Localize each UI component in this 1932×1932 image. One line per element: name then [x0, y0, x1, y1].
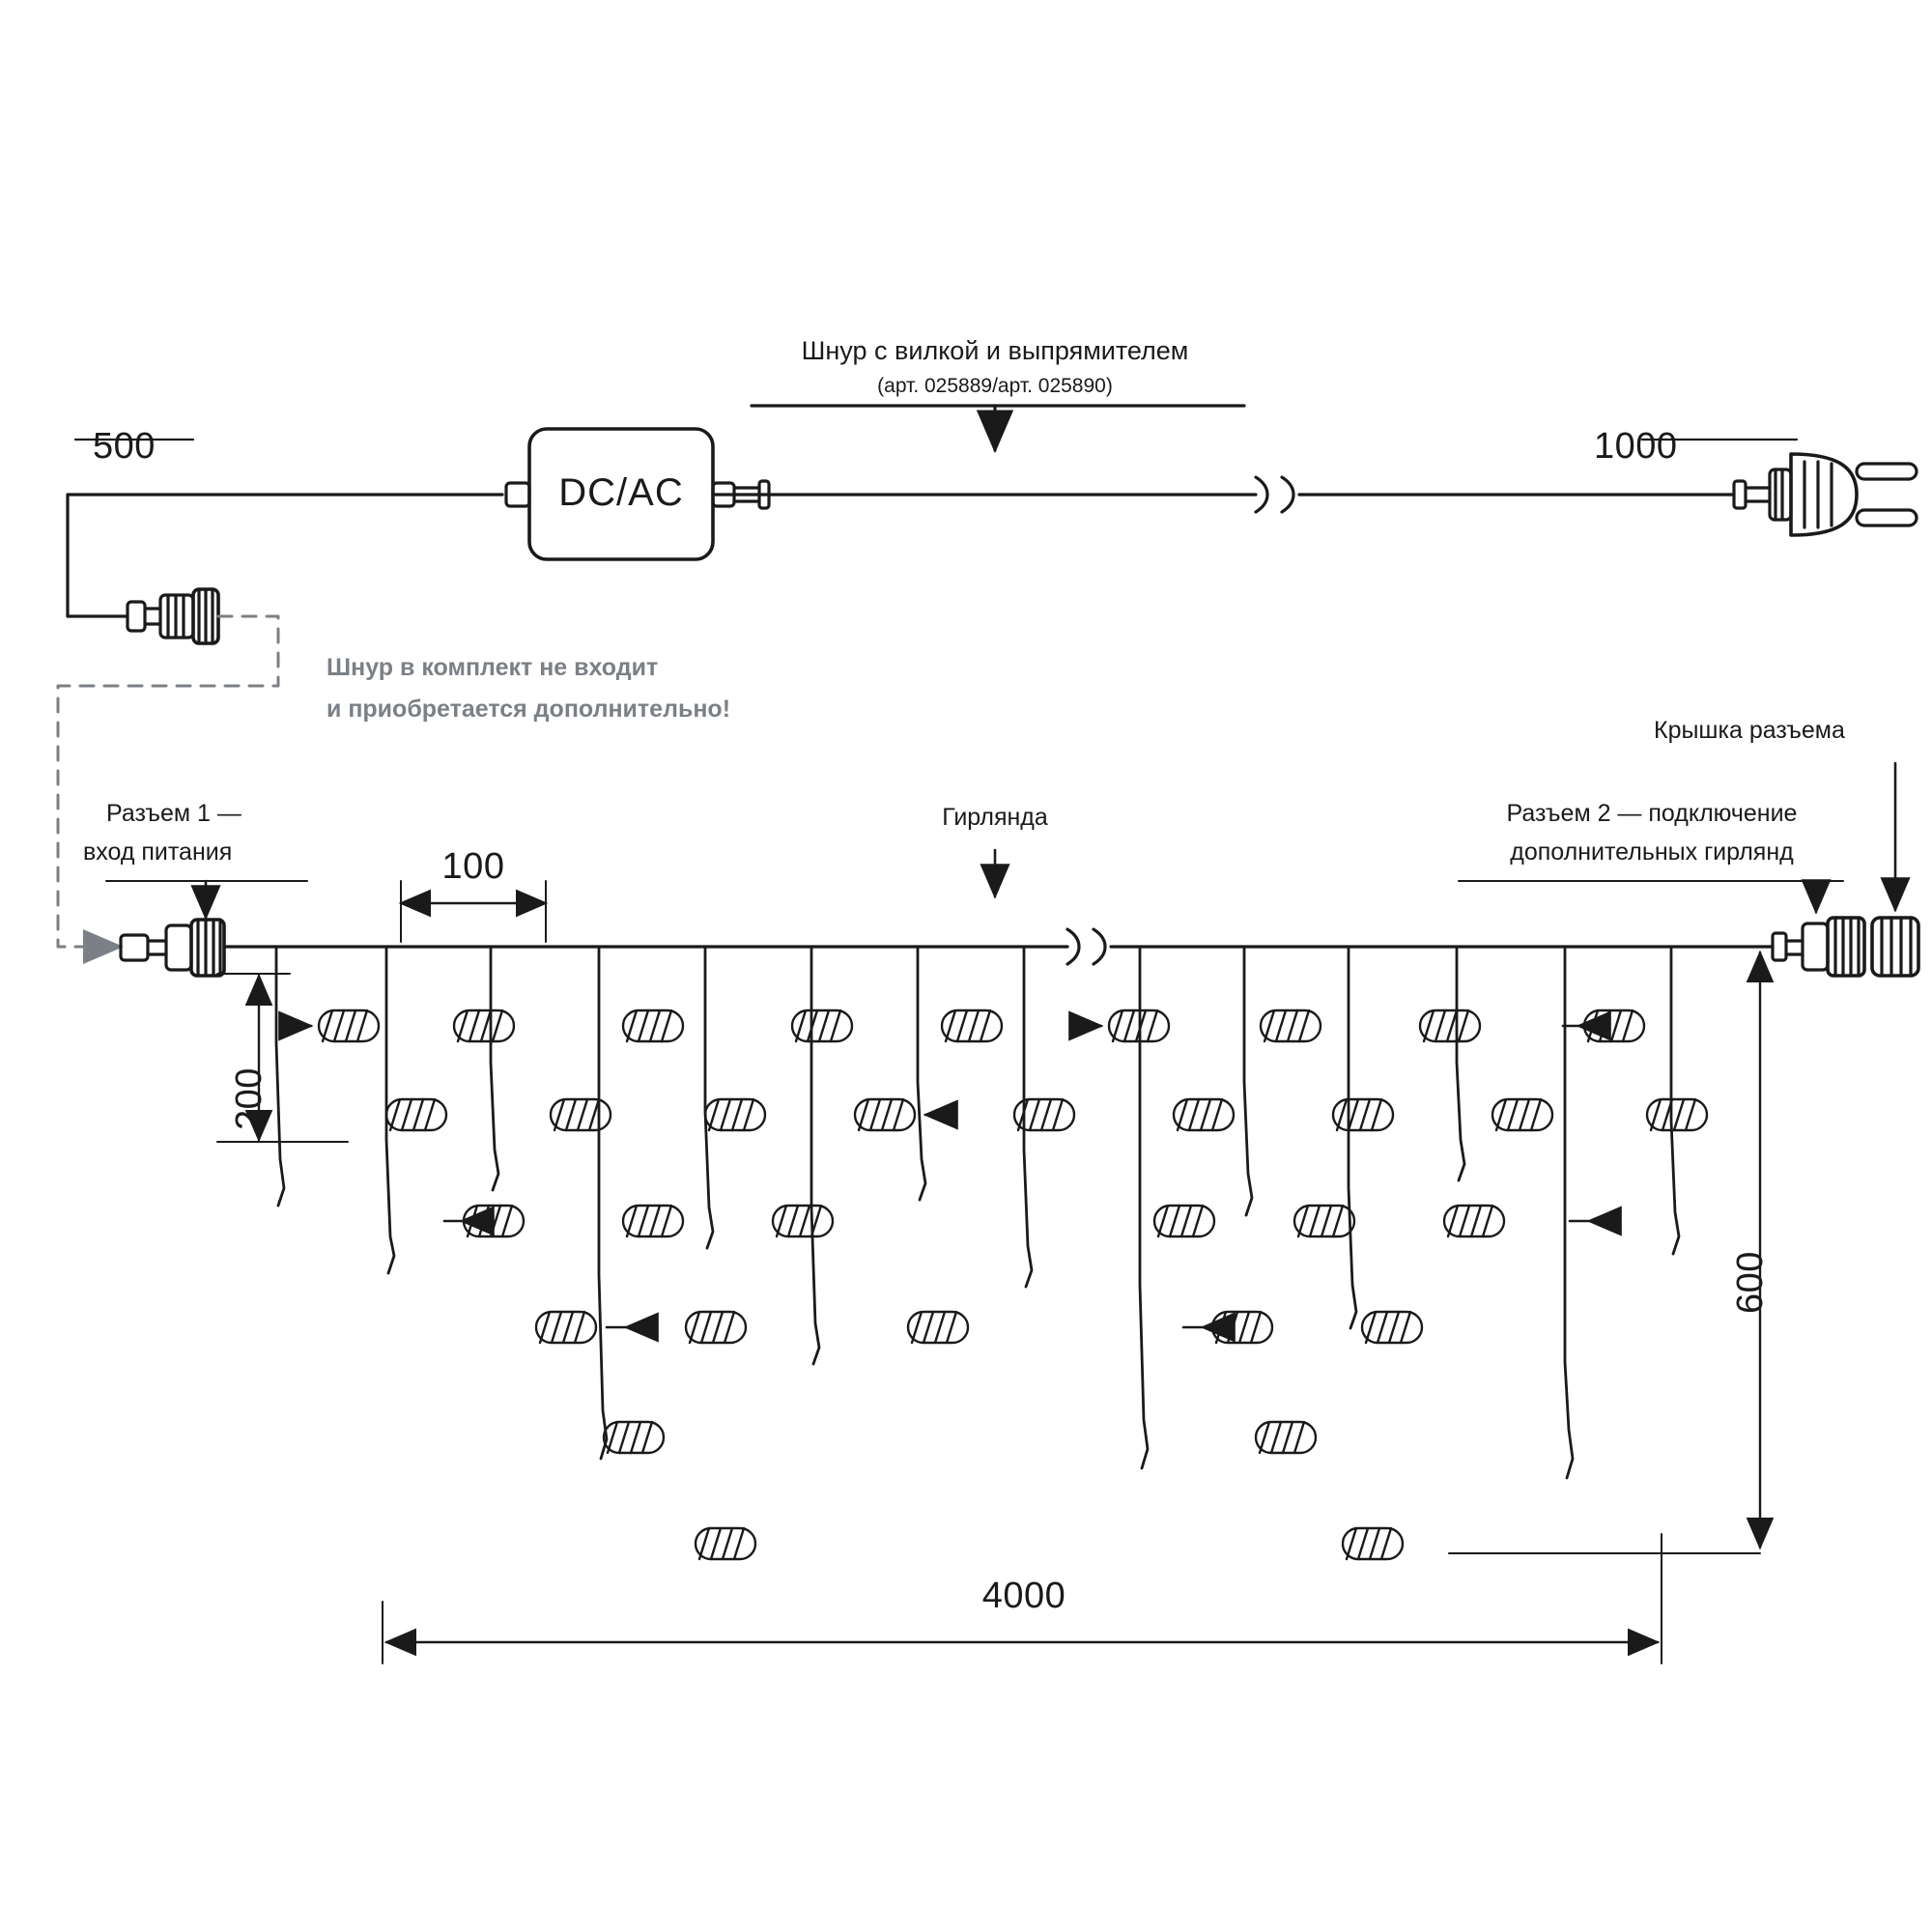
led-direction-arrows: [290, 1026, 1589, 1327]
dim-label-1000: 1000: [1594, 426, 1678, 467]
connector-2-label-line-2: дополнительных гирлянд: [1510, 838, 1794, 866]
led-bulbs: [319, 1010, 1707, 1559]
dim-label-4000: 4000: [981, 1576, 1066, 1616]
garland-label: Гирлянда: [942, 804, 1048, 831]
connector-cap-label: Крышка разъема: [1654, 717, 1845, 744]
dashed-connection-path: [58, 616, 278, 947]
dim-600: [1449, 952, 1760, 1553]
cord-title-leader: [752, 406, 1244, 450]
dim-100: [401, 881, 546, 942]
top-cord-path: [68, 495, 1734, 616]
cord-subtitle-label: (арт. 025889/арт. 025890): [877, 375, 1113, 397]
cord-break-symbol: [1256, 477, 1293, 512]
connector-2-icon: [1773, 918, 1864, 976]
dim-label-200: 200: [229, 1067, 270, 1130]
mains-plug-icon: [1734, 454, 1917, 535]
dim-label-100: 100: [441, 846, 505, 887]
rectifier-label: DC/AC: [558, 471, 684, 514]
cord-title-label: Шнур с вилкой и выпрямителем: [801, 336, 1189, 365]
garland-cord-connector-icon: [128, 589, 218, 643]
warning-line-1: Шнур в комплект не входит: [327, 654, 659, 681]
connector-1-icon: [121, 920, 224, 976]
warning-line-2: и приобретается дополнительно!: [327, 696, 731, 723]
dim-label-500: 500: [93, 426, 156, 467]
connector-2-label-line-1: Разъем 2 — подключение: [1506, 800, 1798, 827]
connector-1-label-line-2: вход питания: [83, 838, 233, 866]
connector-cap-icon: [1872, 918, 1918, 976]
dim-label-600: 600: [1730, 1251, 1771, 1314]
garland-break-symbol: [1067, 929, 1105, 964]
connector-1-label-line-1: Разъем 1 —: [106, 800, 242, 827]
